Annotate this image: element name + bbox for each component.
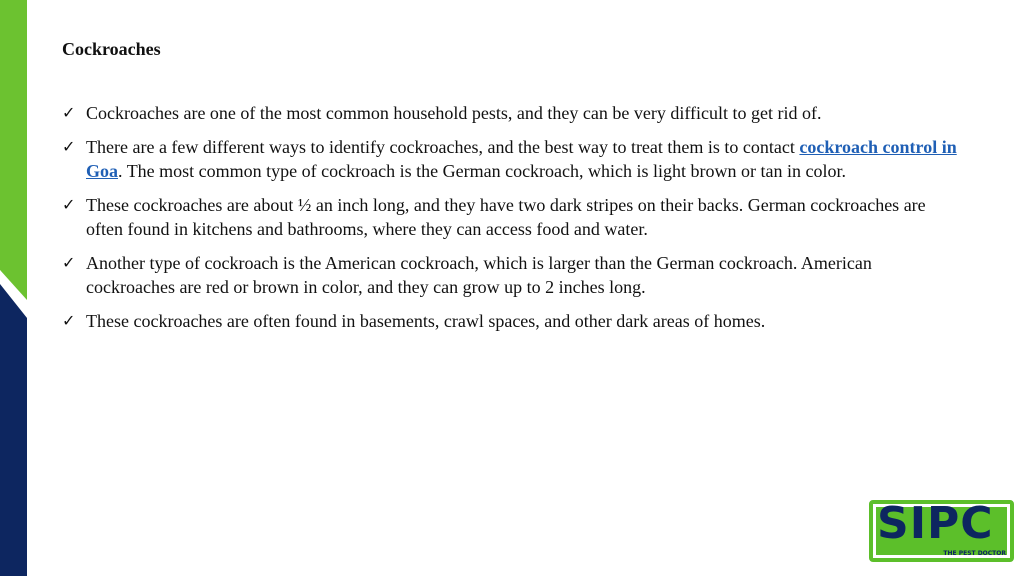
check-icon: ✓ [62, 136, 76, 156]
sipc-logo [869, 500, 1014, 562]
bullet-item [62, 135, 962, 184]
side-band-green [0, 0, 27, 318]
bullet-item [62, 193, 962, 242]
logo-tagline: THE PEST DOCTOR [943, 550, 1006, 557]
side-band-decoration [0, 0, 27, 576]
bullet-text: These cockroaches are about ½ an inch long, and they have two dark stripes on their backs. German cockroaches are often found in kitchens and bathrooms, where they can access food and water. [86, 194, 926, 239]
check-icon: ✓ [62, 310, 76, 330]
check-icon: ✓ [62, 252, 76, 272]
bullet-text: Another type of cockroach is the American cockroach, which is larger than the German cockroach. American cockroaches are red or brown in color, and they can grow up to 2 inches long. [86, 252, 872, 297]
side-band-navy [0, 284, 27, 576]
bullet-text: These cockroaches are often found in basements, crawl spaces, and other dark areas of homes. [86, 310, 766, 331]
bullet-item [62, 101, 962, 126]
check-icon: ✓ [62, 194, 76, 214]
cockroach-control-link[interactable]: cockroach control in Goa [86, 136, 957, 181]
slide-title: Cockroaches [62, 39, 161, 59]
bullet-text: Cockroaches are one of the most common household pests, and they can be very difficult to get rid of. [86, 103, 822, 123]
bullet-item [62, 251, 962, 300]
bullet-text: . The most common type of cockroach is the German cockroach, which is light brown or tan in color. [118, 161, 846, 181]
check-icon: ✓ [62, 103, 76, 122]
bullet-list [62, 101, 962, 342]
logo-wordmark: SIPC [877, 498, 994, 549]
bullet-text: There are a few different ways to identify cockroaches, and the best way to treat them is to contact [86, 136, 800, 157]
bullet-item [62, 309, 962, 334]
